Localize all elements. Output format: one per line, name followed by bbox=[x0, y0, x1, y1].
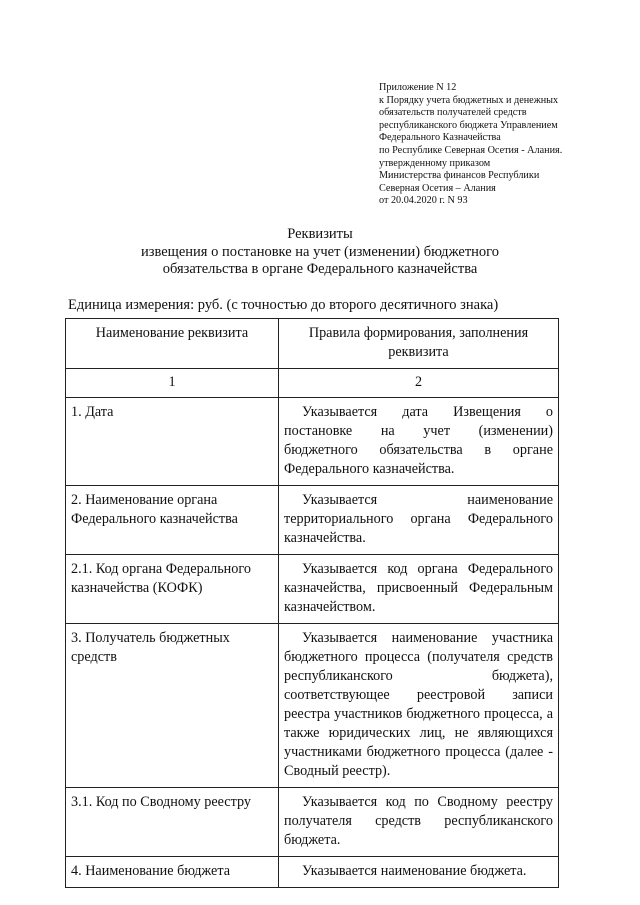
requisites-table bbox=[65, 318, 559, 888]
requisite-name: 1. Дата bbox=[66, 398, 279, 486]
requisite-rule: Указывается наименование бюджета. bbox=[279, 857, 559, 888]
requisite-rule: Указывается наименование территориального органа Федерального казначейства. bbox=[279, 486, 559, 555]
requisite-rule: Указывается код органа Федерального казначейства, присвоенный Федеральным казначейством. bbox=[279, 555, 559, 624]
requisite-name: 2. Наименование органа Федерального казначейства bbox=[66, 486, 279, 555]
appendix-line: республиканского бюджета Управлением bbox=[379, 119, 558, 131]
appendix-line: от 20.04.2020 г. N 93 bbox=[379, 195, 468, 207]
header-requisite-name: Наименование реквизита bbox=[66, 319, 279, 369]
appendix-line: Северная Осетия – Алания bbox=[379, 182, 496, 194]
appendix-note bbox=[379, 82, 609, 208]
title-heading: Реквизиты bbox=[287, 226, 353, 242]
requisite-rule: Указывается наименование участника бюджетного процесса (получателя средств республиканского бюджета), соответствующее реестровой записи реестра участников бюджетного процесса, а также юридических лиц, не являющихся участниками бюджетного процесса (далее - Сводный реестр). bbox=[279, 624, 559, 788]
table-row bbox=[66, 555, 559, 624]
column-number: 2 bbox=[279, 369, 559, 398]
requisite-rule: Указывается дата Извещения о постановке на учет (изменении) бюджетного обязательства в органе Федерального казначейства. bbox=[279, 398, 559, 486]
appendix-line: Приложение N 12 bbox=[379, 82, 457, 93]
appendix-line: Министерства финансов Республики bbox=[379, 170, 540, 182]
table-header-row bbox=[66, 319, 559, 369]
table-row bbox=[66, 788, 559, 857]
table-row bbox=[66, 486, 559, 555]
appendix-line: Федерального Казначейства bbox=[379, 132, 501, 144]
requisite-name: 3.1. Код по Сводному реестру bbox=[66, 788, 279, 857]
title-line-2: обязательства в органе Федерального казначейства bbox=[162, 261, 478, 277]
title-line-1: извещения о постановке на учет (изменении) бюджетного bbox=[140, 243, 500, 260]
requisite-name: 2.1. Код органа Федерального казначейства (КОФК) bbox=[66, 555, 279, 624]
appendix-line: к Порядку учета бюджетных и денежных bbox=[379, 94, 559, 106]
column-number: 1 bbox=[66, 369, 279, 398]
table-row bbox=[66, 624, 559, 788]
header-formation-rules: Правила формирования, заполнения реквизита bbox=[279, 319, 559, 369]
requisite-name: 4. Наименование бюджета bbox=[66, 857, 279, 888]
requisite-rule: Указывается код по Сводному реестру получателя средств республиканского бюджета. bbox=[279, 788, 559, 857]
table-row bbox=[66, 398, 559, 486]
appendix-line: по Республике Северная Осетия - Алания. bbox=[379, 144, 563, 156]
table-row bbox=[66, 857, 559, 888]
requisite-name: 3. Получатель бюджетных средств bbox=[66, 624, 279, 788]
appendix-line: обязательств получателей средств bbox=[379, 107, 527, 119]
column-number-row bbox=[66, 369, 559, 398]
document-title bbox=[0, 226, 640, 279]
unit-of-measure: Единица измерения: руб. (с точностью до второго десятичного знака) bbox=[68, 297, 499, 313]
appendix-line: утвержденному приказом bbox=[379, 157, 491, 169]
